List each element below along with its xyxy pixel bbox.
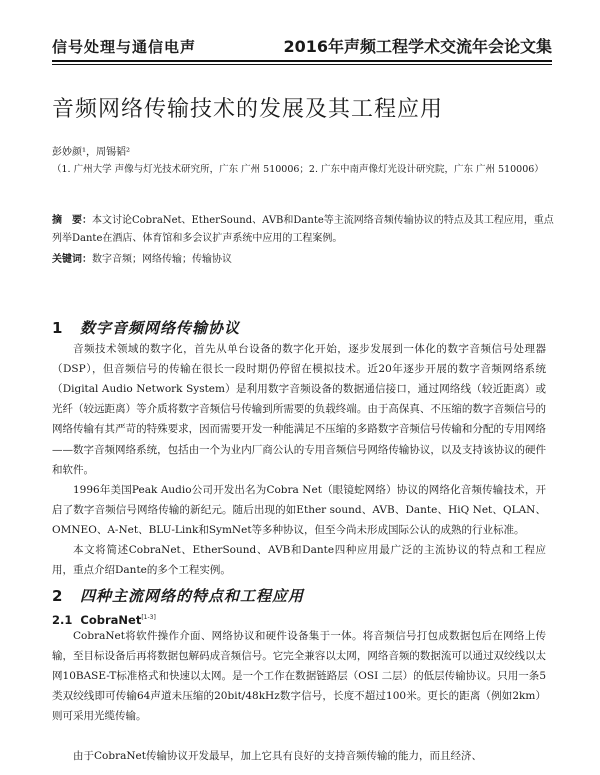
header-rule-thin — [52, 64, 552, 65]
keywords-text: 数字音频；网络传输；传输协议 — [92, 254, 232, 265]
paragraph: 本文将简述CobraNet、EtherSound、AVB和Dante四种应用最广泛的主流协议的特点和工程应用，重点介绍Dante的多个工程实例。 — [52, 543, 546, 576]
subsection-number: 2.1 — [52, 613, 73, 627]
paragraph: 由于CobraNet传输协议开发最早，加上它具有良好的支持音频传输的能力，而且经济、 — [73, 749, 482, 762]
abstract-text: 本文讨论CobraNet、EtherSound、AVB和Dante等主流网络音频传输协议的特点及其工程应用，重点列举Dante在酒店、体育馆和多会议扩声系统中应用的工程案例。 — [52, 215, 554, 244]
section-heading-2 — [52, 585, 304, 606]
section-number: 2 — [52, 587, 63, 605]
section-title: 四种主流网络的特点和工程应用 — [80, 587, 305, 605]
subsection-title: CobraNet — [80, 613, 142, 627]
section-title: 数字音频网络传输协议 — [80, 319, 241, 337]
abstract-label: 摘 要： — [52, 215, 92, 226]
section-number: 1 — [52, 319, 63, 337]
paragraph: 音频技术领域的数字化，首先从单台设备的数字化开始，逐步发展到一体化的数字音频信号处理器（DSP），但音频信号的传输在很长一段时期仍停留在模拟技术。近20年逐步开展的数字音频网络系统（Digital Audio Network System）是利用数字音频设备的数据通信接口，通过网络线（较近距离）或光纤（较远距离）等介质将数字音频信号传输到所需要的负载终端。由于高保真、不压缩的数字音频信号的网络传输有其严苛的特殊要求，因而需要开发一种能满足不压缩的多路数字音频信号传输和分配的专用网络——数字音频网络系统，包括由一个为业内厂商公认的专用音频信号网络传输协议，以及支持该协议的硬件和软件。 — [52, 342, 546, 476]
keywords-label: 关键词： — [52, 254, 92, 265]
affiliation: （1. 广州大学 声像与灯光技术研究所，广东 广州 510006；2. 广东中南声像灯光设计研究院，广东 广州 510006） — [52, 164, 544, 175]
section-heading-1 — [52, 317, 240, 338]
running-header — [52, 32, 552, 56]
paper-title: 音频网络传输技术的发展及其工程应用 — [52, 97, 444, 122]
authors: 彭妙颜¹，周锡韬² — [52, 147, 131, 158]
paragraph: 1996年美国Peak Audio公司开发出名为Cobra Net（眼镜蛇网络）协议的网络化音频传输技术，开启了数字音频信号网络传输的新纪元。随后出现的如Ether sound、AVB、Dante、HiQ Net、QLAN、OMNEO、A-Net、BLU-Link和SymNet等多种协议，但至今尚未形成国际公认的成熟的行业标准。 — [52, 483, 546, 536]
header-proceedings-name: 2016年声频工程学术交流年会论文集 — [283, 37, 552, 56]
header-section-name: 信号处理与通信电声 — [52, 38, 197, 56]
abstract — [52, 212, 554, 248]
paragraph: CobraNet将软件操作介面、网络协议和硬件设备集于一体。将音频信号打包成数据包后在网络上传输，至目标设备后再将数据包解码成音频信号。它完全兼容以太网，网络音频的数据流可以通过双绞线以太网10BASE-T标准格式和快速以太网。是一个工作在数据链路层（OSI 二层）的低层传输协议。只用一条5类双绞线即可传输64声道未压缩的20bit/48kHz数字信号，长度不超过100米。更长的距离（例如2km）则可采用光缆传输。 — [52, 629, 546, 723]
keywords — [52, 250, 232, 265]
citation-ref: [1-3] — [141, 614, 156, 622]
header-rule-thick — [52, 60, 552, 62]
